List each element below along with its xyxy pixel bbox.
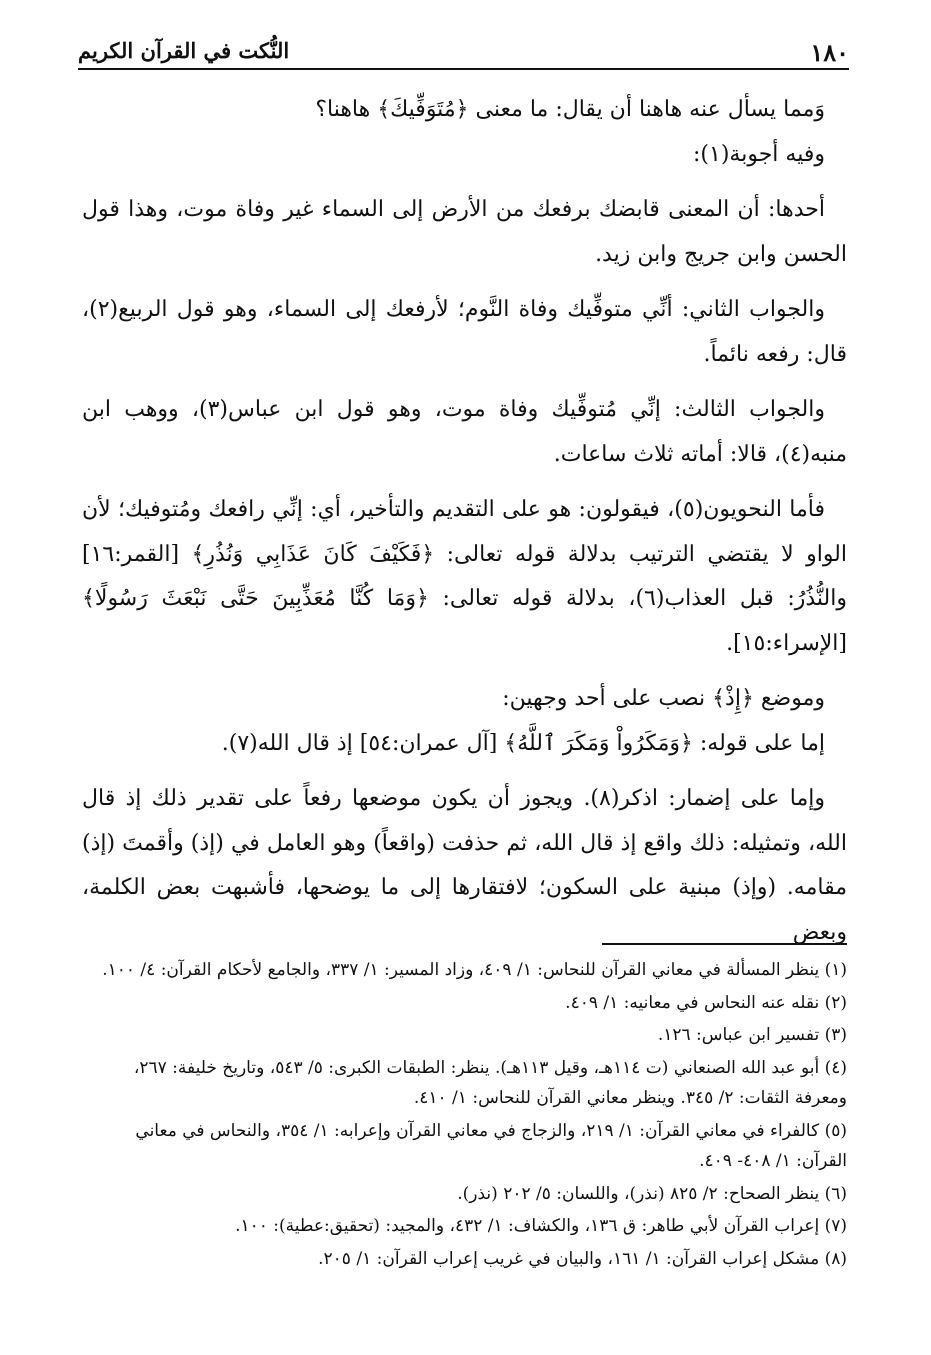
paragraph-answers-intro: وفيه أجوبة(١): (693, 141, 825, 167)
paragraph-answer-3: والجواب الثالث: إنِّي مُتوفِّيك وفاة موت، وهو قول ابن عباس(٣)، ووهب ابن منبه(٤)، قالا: أماته ثلاث ساعات. (82, 397, 847, 467)
paragraph-second-aspect: وإما على إضمار: اذكر(٨). ويجوز أن يكون موضعها رفعاً على تقدير ذلك إذ قال الله، وتمثيله: ذلك واقع إذ قال الله، ثم حذفت (واقعاً) وهو العامل في (إذ) وأقمتَ (إذ) مقامه. (وإذ) مبنية على السكون؛ لافتقارها إلى ما يوضحها، فأشبهت بعض الكلمة، وبعض (82, 786, 847, 945)
footnote-4: (٤) أبو عبد الله الصنعاني (ت ١١٤هـ، وقيل ١١٣هـ). ينظر: الطبقات الكبرى: ٥/ ٥٤٣، وتاريخ خليفة: ٢٦٧، ومعرفة الثقات: ٢/ ٣٤٥. وينظر معاني القرآن للنحاس: ١/ ٤١٠. (133, 1057, 847, 1108)
footnote-5: (٥) كالفراء في معاني القرآن: ١/ ٢١٩، والزجاج في معاني القرآن وإعرابه: ١/ ٣٥٤، والنحاس في معاني القرآن: ١/ ٤٠٨- ٤٠٩. (135, 1120, 847, 1171)
page-number: ١٨٠ (810, 38, 849, 67)
paragraph-grammarians: فأما النحويون(٥)، فيقولون: هو على التقديم والتأخير، أي: إنِّي رافعك ومُتوفيك؛ لأن الواو لا يقتضي الترتيب بدلالة قوله تعالى: ﴿فَكَيْفَ كَانَ عَذَابِي وَنُذُرِ﴾ [القمر:١٦] والنُّذُرُ: قبل العذاب(٦)، بدلالة قوله تعالى: ﴿وَمَا كُنَّا مُعَذِّبِينَ حَتَّى نَبْعَثَ رَسُولًا﴾ [الإسراء:١٥]. (82, 497, 847, 656)
footnote-6: (٦) ينظر الصحاح: ٢/ ٨٢٥ (نذر)، واللسان: ٥/ ٢٠٢ (نذر). (457, 1183, 847, 1204)
footnote-2: (٢) نقله عنه النحاس في معانيه: ١/ ٤٠٩. (565, 992, 847, 1013)
footnote-rule (602, 943, 847, 945)
footnote-8: (٨) مشكل إعراب القرآن: ١/ ١٦١، والبيان في غريب إعراب القرآن: ١/ ٢٠٥. (318, 1248, 847, 1269)
paragraph-answer-1: أحدها: أن المعنى قابضك برفعك من الأرض إلى السماء غير وفاة موت، وهذا قول الحسن وابن جريج وابن زيد. (82, 197, 847, 267)
footnote-7: (٧) إعراب القرآن لأبي طاهر: ق ١٣٦، والكشاف: ١/ ٤٣٢، والمجيد: (تحقيق:عطية): ١٠٠. (235, 1216, 847, 1236)
footnote-3: (٣) تفسير ابن عباس: ١٢٦. (657, 1025, 847, 1045)
paragraph-first-aspect: إما على قوله: ﴿وَمَكَرُواْ وَمَكَرَ ٱللَّهُ﴾ [آل عمران:٥٤] إذ قال الله(٧). (221, 730, 825, 756)
paragraph-answer-2: والجواب الثاني: أنِّي متوفِّيك وفاة النَّوم؛ لأرفعك إلى السماء، وهو قول الربيع(٢)، قال: رفعه نائماً. (82, 297, 847, 367)
paragraph-idh-position: وموضع ﴿إِذْ﴾ نصب على أحد وجهين: (502, 686, 825, 711)
footnote-1: (١) ينظر المسألة في معاني القرآن للنحاس: ١/ ٤٠٩، وزاد المسير: ١/ ٣٣٧، والجامع لأحكام القرآن: ٤/ ١٠٠. (102, 960, 847, 980)
page-header (78, 30, 849, 70)
footnotes (82, 943, 847, 1276)
header-rule (78, 68, 849, 70)
running-title: النُّكت في القرآن الكريم (78, 38, 290, 63)
paragraph-question: وَمما يسأل عنه هاهنا أن يقال: ما معنى ﴿مُتَوَفِّيكَ﴾ هاهنا؟ (315, 97, 825, 122)
main-text (82, 88, 847, 955)
